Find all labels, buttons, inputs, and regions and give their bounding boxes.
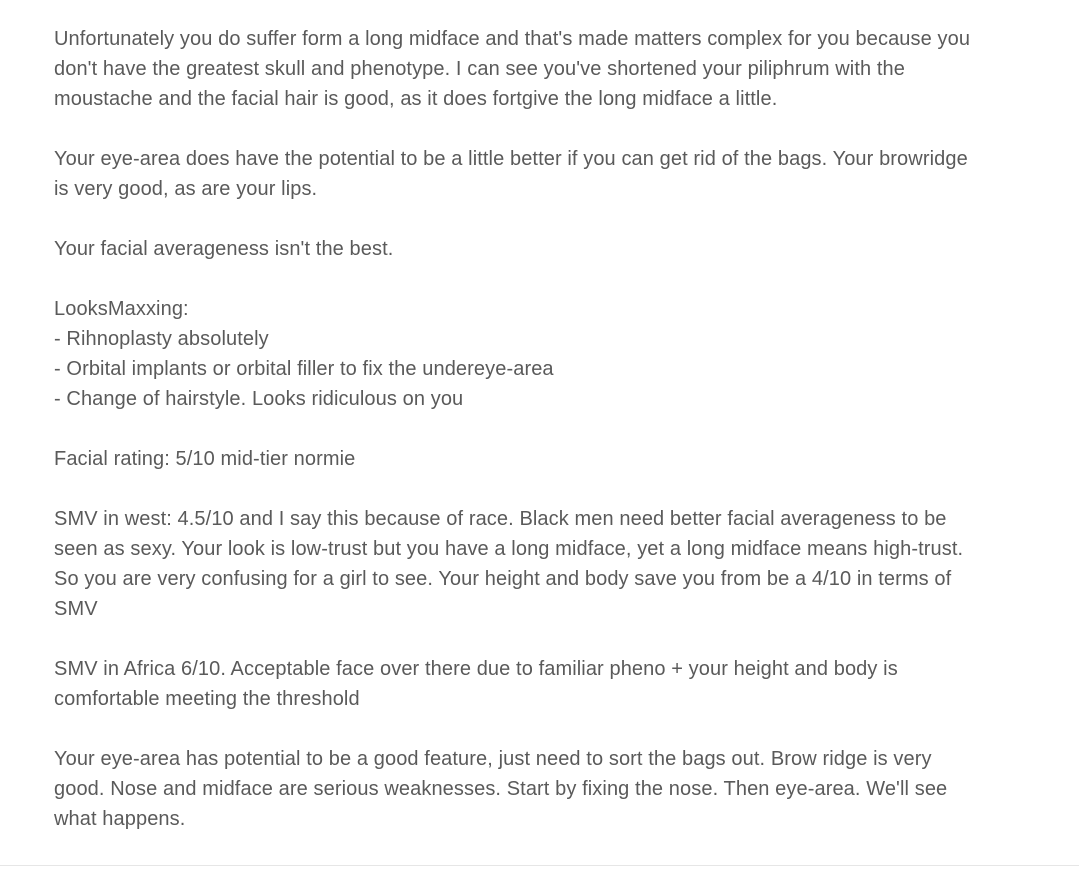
text-line: comfortable meeting the threshold	[54, 688, 360, 710]
paragraph-facial-rating	[54, 444, 1054, 474]
text-line: SMV in Africa 6/10. Acceptable face over there due to familiar pheno + your height and body is	[54, 658, 898, 680]
paragraph-eye-area	[54, 144, 1054, 204]
list-heading: LooksMaxxing:	[54, 298, 189, 320]
paragraph-midface	[54, 24, 1054, 114]
paragraph-averageness	[54, 234, 1054, 264]
list-item: - Orbital implants or orbital filler to fix the undereye-area	[54, 358, 554, 380]
text-line: is very good, as are your lips.	[54, 178, 318, 200]
text-line: moustache and the facial hair is good, as it does fortgive the long midface a little.	[54, 88, 778, 110]
paragraph-smv-west	[54, 504, 1054, 624]
paragraph-smv-africa	[54, 654, 1054, 714]
text-line: So you are very confusing for a girl to see. Your height and body save you from be a 4/10 in terms of	[54, 568, 952, 590]
bottom-divider	[0, 865, 1079, 866]
list-item: - Change of hairstyle. Looks ridiculous on you	[54, 388, 464, 410]
text-line: Your eye-area does have the potential to be a little better if you can get rid of the bags. Your browridge	[54, 148, 968, 170]
text-line: SMV in west: 4.5/10 and I say this because of race. Black men need better facial averageness to be	[54, 508, 947, 530]
text-line: good. Nose and midface are serious weaknesses. Start by fixing the nose. Then eye-area. We'll see	[54, 778, 948, 800]
text-line: don't have the greatest skull and phenotype. I can see you've shortened your piliphrum with the	[54, 58, 905, 80]
post-body	[54, 24, 1054, 834]
text-line: what happens.	[54, 808, 186, 830]
text-line: Your eye-area has potential to be a good feature, just need to sort the bags out. Brow ridge is very	[54, 748, 932, 770]
text-line: Unfortunately you do suffer form a long midface and that's made matters complex for you because you	[54, 28, 971, 50]
paragraph-looksmaxxing-list	[54, 294, 1054, 414]
text-line: seen as sexy. Your look is low-trust but you have a long midface, yet a long midface means high-trust.	[54, 538, 964, 560]
text-line: Your facial averageness isn't the best.	[54, 238, 394, 260]
text-line: SMV	[54, 598, 98, 620]
paragraph-summary	[54, 744, 1054, 834]
list-item: - Rihnoplasty absolutely	[54, 328, 269, 350]
text-line: Facial rating: 5/10 mid-tier normie	[54, 448, 356, 470]
